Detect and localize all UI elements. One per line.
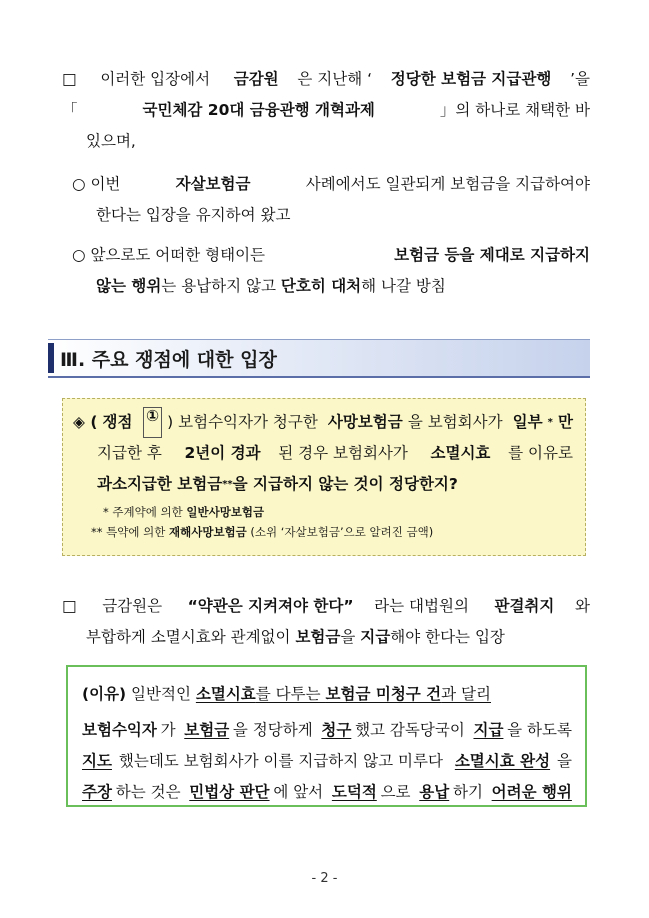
issue-box — [62, 398, 586, 556]
reason-box — [66, 665, 587, 807]
text-line: 지도 했는데도 보험회사가 이를 지급하지 않고 미루다 소멸시효 완성 을 — [82, 752, 572, 770]
policy-title: 정당한 보험금 지급관행 — [390, 70, 552, 88]
reform-task-title: 국민체감 20대 금융관행 개혁과제 — [142, 101, 375, 119]
text-line: 부합하게 소멸시효와 관계없이 보험금 을 지급 해야 한다는 입장 — [86, 628, 505, 646]
reason-body — [82, 715, 572, 808]
section-title: Ⅲ. 주요 쟁점에 대한 입장 — [60, 349, 277, 371]
paragraph-position — [62, 64, 590, 157]
square-bullet: □ — [62, 597, 77, 615]
quote: “약관은 지켜져야 한다” — [187, 597, 354, 615]
text-line: (이유) 일반적인 소멸시효 를 다투는 보험금 미청구 건 과 달리 — [82, 685, 491, 703]
footnote-1: * 주계약에 의한 일반사망보험금 — [103, 505, 265, 519]
footnotes — [91, 502, 433, 542]
text-line: 주장 하는 것은 민법상 판단 에 앞서 도덕적 으로 용납 하기 어려운 행위 — [82, 783, 572, 801]
text-line: ◈ ( 쟁점 ① ) 보험수익자가 청구한 사망보험금 을 보험회사가 일부 * 만 — [73, 407, 573, 438]
text-line: ○ 이번 자살보험금 사례에서도 일관되게 보험금을 지급하여야 — [72, 175, 590, 193]
fss-name: 금감원 — [233, 70, 279, 88]
section-header-bar — [48, 343, 54, 373]
issue-question — [73, 407, 573, 500]
section-header — [48, 339, 590, 378]
text-line: 보험수익자 가 보험금 을 정당하게 청구 했고 감독당국이 지급 을 하도록 — [82, 721, 572, 739]
text-line: 과소지급한 보험금 ** 을 지급하지 않는 것이 정당한지? — [97, 475, 458, 493]
bullet-suicide-insurance — [72, 169, 590, 231]
text-line: □ 이러한 입장에서 금감원 은 지난해 ‘ 정당한 보험금 지급관행 ’을 — [62, 64, 590, 95]
page-number: - 2 - — [311, 871, 338, 886]
text-line: 있으며, — [86, 132, 136, 150]
text-line: 「 국민체감 20대 금융관행 개혁과제 」의 하나로 채택한 바 — [62, 95, 590, 126]
text-line: □ 금감원은 “약관은 지켜져야 한다” 라는 대법원의 판결취지 와 — [62, 591, 590, 622]
paragraph-fss-stance — [62, 591, 590, 653]
issue-number-badge: ① — [143, 407, 162, 438]
text-line: 한다는 입장을 유지하여 왔고 — [96, 206, 291, 224]
bullet-future-policy — [72, 240, 590, 302]
footnote-2: ** 특약에 의한 재해사망보험금 (소위 ‘자살보험금’으로 알려진 금액) — [91, 525, 434, 539]
text-line: 지급한 후 2년이 경과 된 경우 보험회사가 소멸시효 를 이유로 — [97, 444, 573, 462]
text-line: 않는 행위 는 용납하지 않고 단호히 대처 해 나갈 방침 — [96, 277, 446, 295]
text-line: ○ 앞으로도 어떠한 형태이든 보험금 등을 제대로 지급하지 — [72, 246, 590, 264]
reason-header — [82, 679, 572, 710]
square-bullet: □ — [62, 70, 77, 88]
